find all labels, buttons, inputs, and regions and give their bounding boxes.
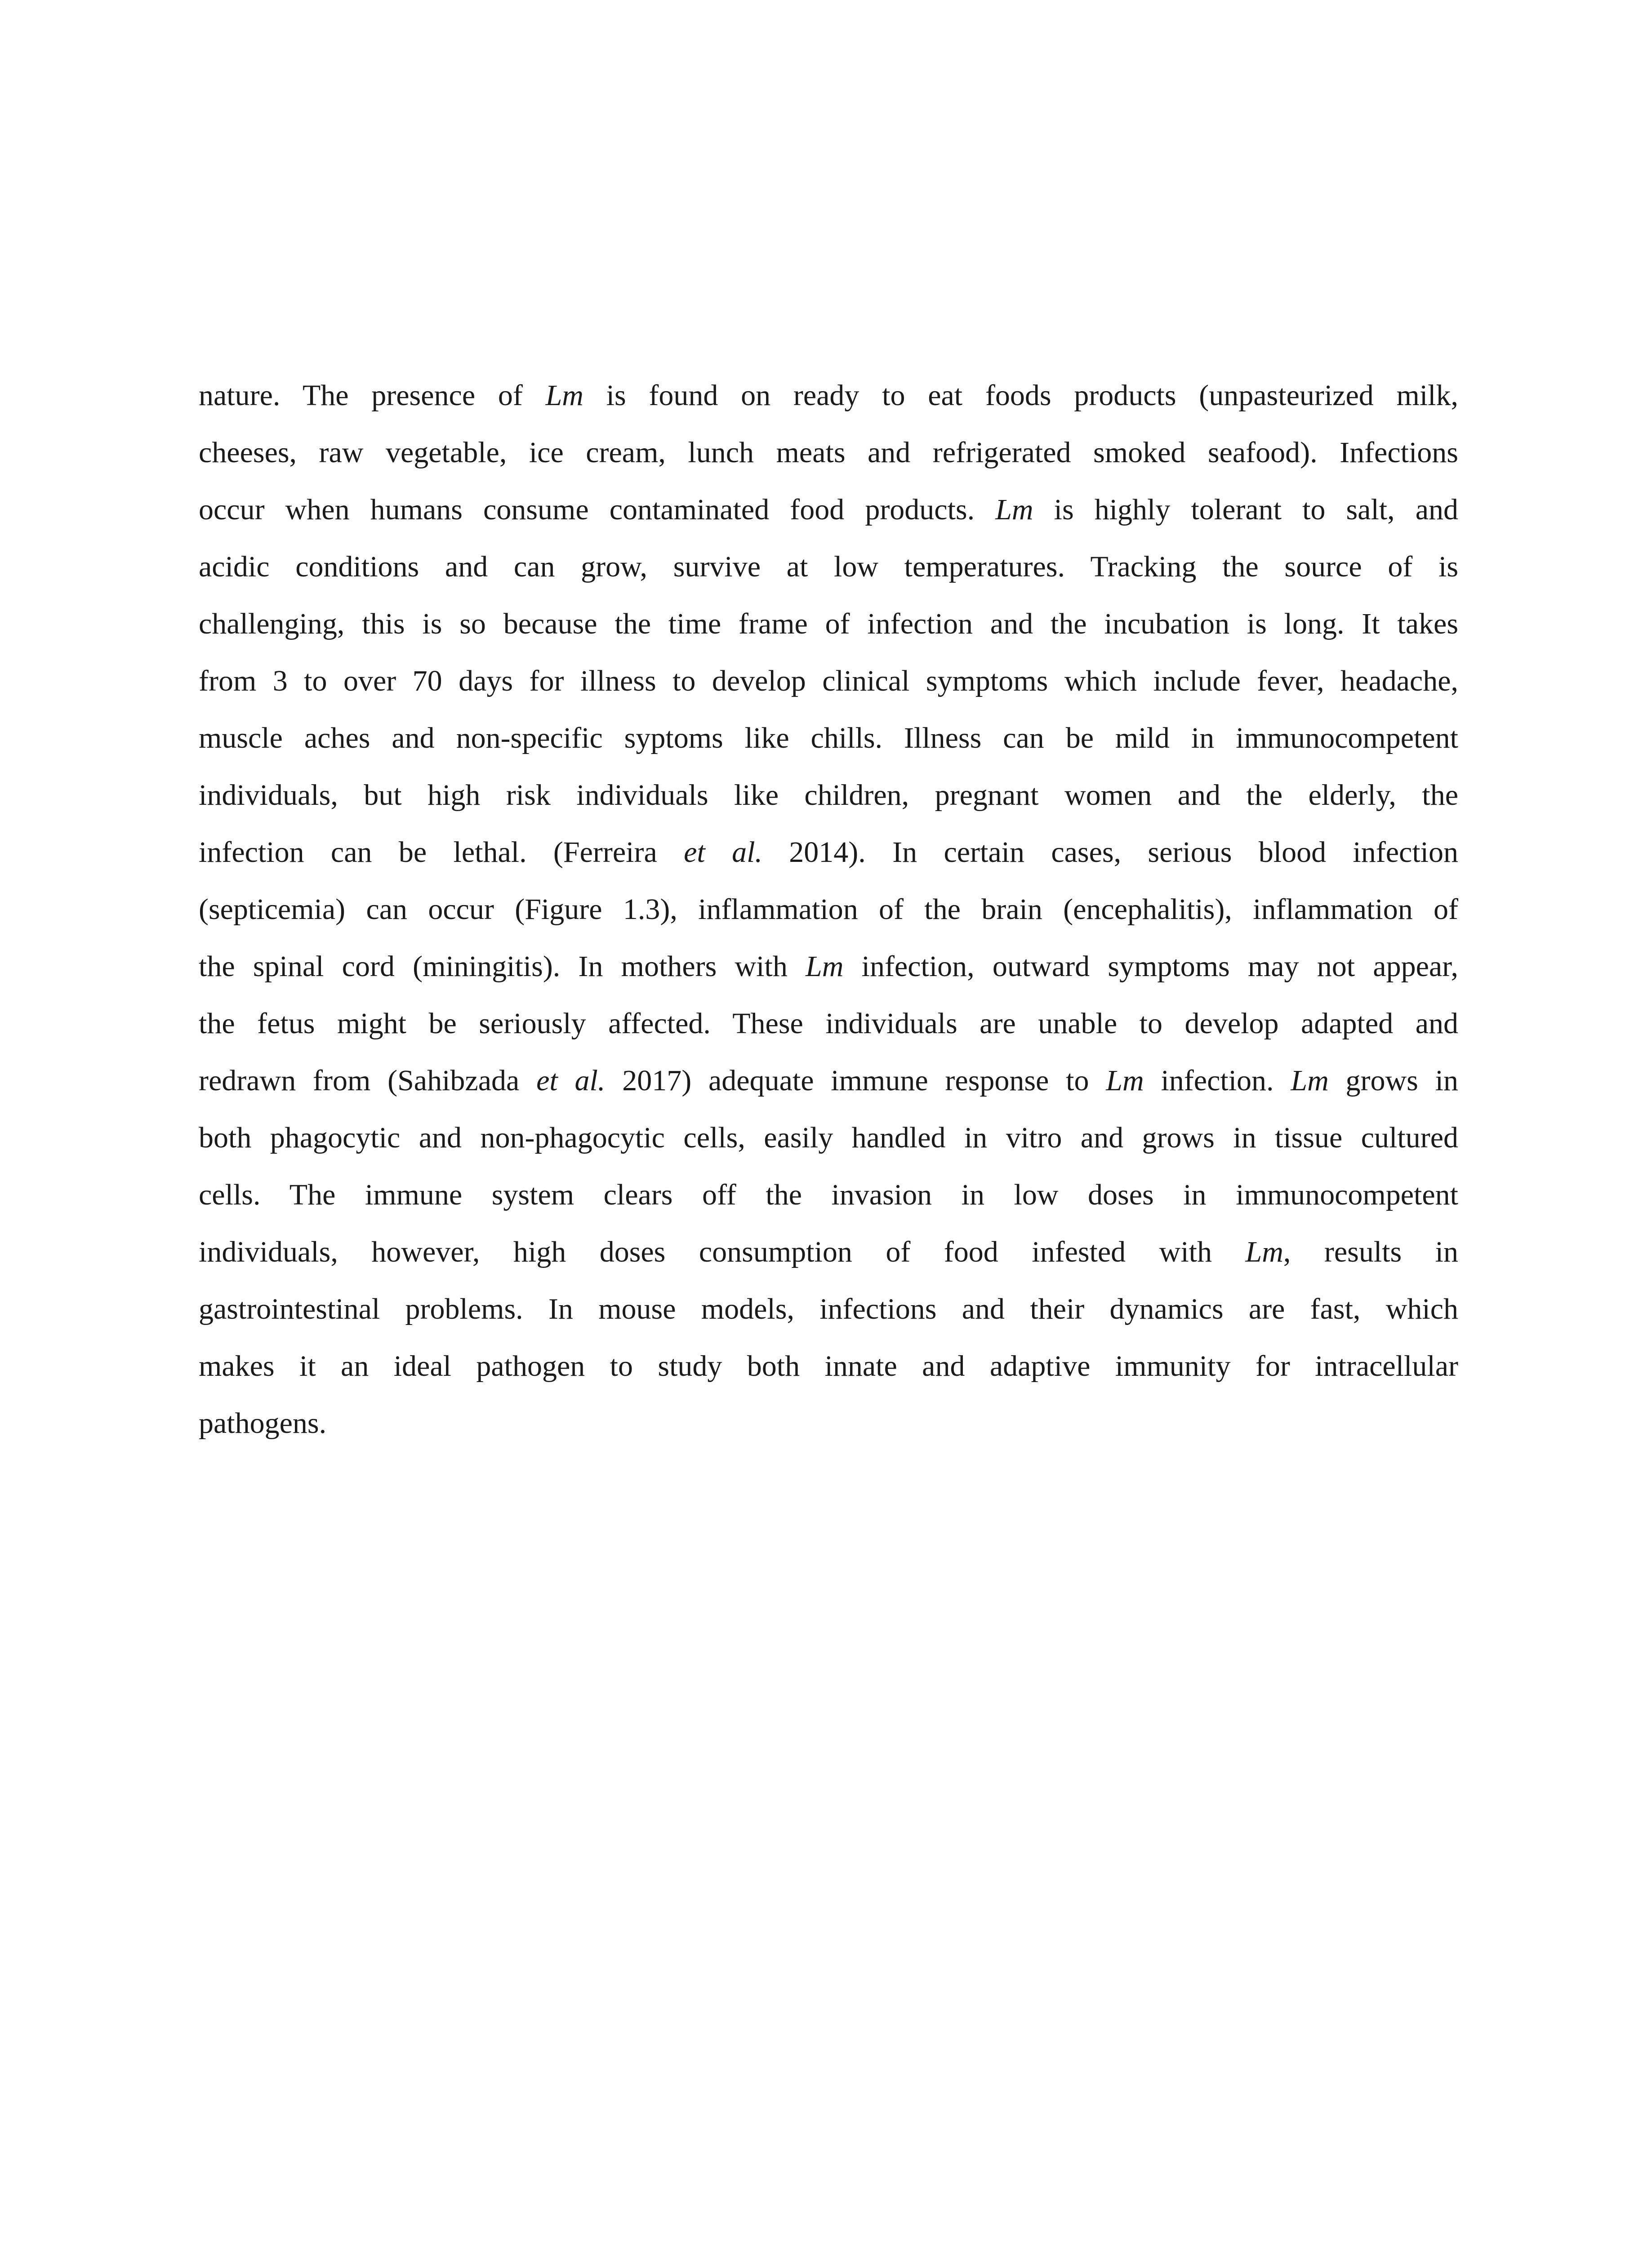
text-run: cells. The immune system clears off the invasion in low doses in immunocompetent [199,1178,1458,1211]
body-paragraph [199,367,1458,1452]
italic-term: Lm [1245,1236,1283,1268]
italic-term: Lm [545,379,583,412]
italic-term: et al. [684,836,762,869]
text-run: the spinal cord (miningitis). In mothers with [199,950,806,983]
text-line [199,1052,1458,1109]
text-run: from 3 to over 70 days for illness to develop clinical symptoms which include fever, headache, [199,665,1458,697]
italic-term: Lm [1291,1064,1329,1097]
text-run: occur when humans consume contaminated food products. [199,493,996,526]
text-line [199,424,1458,481]
text-run: 2017) adequate immune response to [605,1064,1106,1097]
text-run: individuals, but high risk individuals like children, pregnant women and the elderly, the [199,779,1458,812]
text-run: cheeses, raw vegetable, ice cream, lunch meats and refrigerated smoked seafood). Infections [199,436,1458,469]
text-run: infection can be lethal. (Ferreira [199,836,684,869]
text-run: redrawn from (Sahibzada [199,1064,537,1097]
text-line [199,1166,1458,1223]
text-run: individuals, however, high doses consumption of food infested with [199,1236,1246,1268]
text-run: muscle aches and non-specific syptoms like chills. Illness can be mild in immunocompetent [199,722,1458,754]
italic-term: Lm [1106,1064,1144,1097]
text-run: is found on ready to eat foods products (unpasteurized milk, [583,379,1458,412]
text-run: acidic conditions and can grow, survive at low temperatures. Tracking the source of is [199,550,1458,583]
text-line [199,481,1458,538]
text-run: 2014). In certain cases, serious blood infection [762,836,1458,869]
text-line [199,538,1458,595]
italic-term: Lm [995,493,1033,526]
text-line [199,938,1458,995]
italic-term: et al. [536,1064,606,1097]
text-run: gastrointestinal problems. In mouse models, infections and their dynamics are fast, which [199,1293,1458,1325]
text-line [199,881,1458,938]
text-run: makes it an ideal pathogen to study both innate and adaptive immunity for intracellular [199,1350,1458,1383]
text-line [199,595,1458,652]
text-run: , results in [1283,1236,1458,1268]
italic-term: Lm [806,950,844,983]
text-line [199,652,1458,709]
text-run: grows in [1328,1064,1458,1097]
text-line [199,824,1458,881]
text-run: infection. [1144,1064,1291,1097]
text-run: (septicemia) can occur (Figure 1.3), inflammation of the brain (encephalitis), inflammation of [199,893,1458,926]
text-run: infection, outward symptoms may not appear, [843,950,1458,983]
text-line [199,1338,1458,1395]
text-line [199,767,1458,824]
text-line [199,995,1458,1052]
text-line [199,1109,1458,1166]
text-run: pathogens. [199,1407,327,1440]
text-line [199,367,1458,424]
text-run: the fetus might be seriously affected. These individuals are unable to develop adapted and [199,1007,1458,1040]
text-line [199,709,1458,767]
text-line [199,1223,1458,1280]
text-run: is highly tolerant to salt, and [1033,493,1458,526]
text-run: both phagocytic and non-phagocytic cells, easily handled in vitro and grows in tissue cultured [199,1121,1458,1154]
text-line [199,1395,1458,1452]
text-run: nature. The presence of [199,379,546,412]
text-run: challenging, this is so because the time frame of infection and the incubation is long. It takes [199,607,1458,640]
text-line [199,1280,1458,1338]
